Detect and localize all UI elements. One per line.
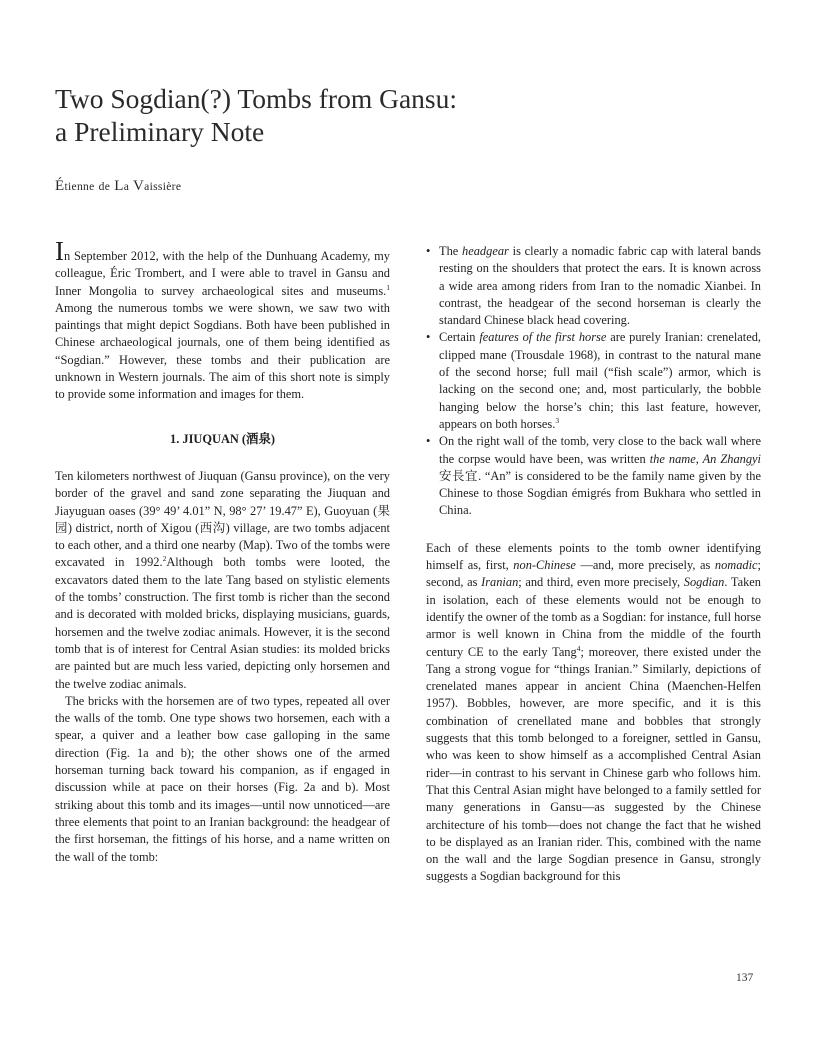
evidence-list [426, 243, 761, 520]
title-line-2: a Preliminary Note [55, 116, 265, 147]
title-line-1: Two Sogdian(?) Tombs from Gansu: [55, 83, 457, 114]
right-column [426, 243, 761, 886]
footnote-ref-2: 2 [162, 554, 167, 564]
drop-cap: I [55, 236, 64, 266]
footnote-ref-3: 3 [555, 415, 560, 425]
footnote-ref-1: 1 [386, 282, 390, 292]
article-title [55, 82, 755, 148]
footnote-ref-4: 4 [576, 643, 581, 653]
intro-paragraph: In September 2012, with the help of the Dunhuang Academy, my colleague, Éric Trombert, and I were able to travel in Gansu and Inner Mongolia to survey archaeological sites and museums.$^1$ Among the numerous tombs we were shown, we saw two with paintings that might depict Sogdians. Both have been published in Chinese archaeological journals, one of them being identified as “Sogdian.” However, these tombs and their publication are unknown in Western journals. The aim of this short note is simply to provide some information and images for them. [55, 236, 390, 402]
author-name: Étienne de La Vaissière [55, 178, 182, 194]
bricks-paragraph: The bricks with the horsemen are of two types, repeated all over the walls of the tomb. One type shows two horsemen, each with a spear, a quiver and a leather bow case galloping in the same direction (Fig. 1a and b); the other shows one of the armed horseman turning back toward his companion, as if engaged in discussion while at pace on their horses (Fig. 2a and b). Most striking about this tomb and its images—until now unnoticed—are three elements that point to an Iranian background: the headgear of the first horseman, the fittings of his horse, and a name written on the wall of the tomb: [55, 693, 390, 864]
list-item-name: • On the right wall of the tomb, very close to the back wall where the corpse would have been, was written the name, An Zhangyi 安長宜. “An” is considered to be the family name given by the Chinese to those Sogdian émigrés from Bukhara who settled in China. [426, 434, 761, 518]
elements-paragraph: Each of these elements points to the tomb owner identifying himself as, first, non-Chinese —and, more precisely, as nomadic; second, as Iranian; and third, even more precisely, Sogdian. Taken in isolation, each of these elements would not be enough to identify the owner of the tomb as a Sogdian: for instance, full horse armor is well known in China from the middle of the fourth century CE to the early Tang$^4$; moreover, there existed under the Tang a strong vogue for “things Iranian.” Similarly, depictions of crenelated manes appear in ancient China (Maenchen-Helfen 1957). Bobbles, however, are more specific, and it is this combination of crenellated mane and bobbles that strongly suggests that this tomb belonged to a foreigner, settled in Gansu, who was keen to show himself as a accomplished Central Asian rider—in contrast to his servant in Chinese garb who follows him. That this Central Asian might have belonged to a family settled for many generations in Gansu—as suggested by the Chinese architecture of his tomb—does not change the fact that he wished to be displayed as an Iranian rider. This, combined with the name on the wall and the large Sogdian presence in Gansu, strongly suggests a Sogdian background for this [426, 540, 761, 884]
list-item-headgear: • The headgear is clearly a nomadic fabric cap with lateral bands resting on the shoulders that protect the ears. It is known across a wide area among riders from Iran to the nomadic Xianbei. In contrast, the headgear of the second horseman is clearly the standard Chinese black head covering. [426, 244, 761, 328]
left-column [55, 236, 390, 866]
list-item-horse: • Certain features of the first horse are purely Iranian: crenelated, clipped mane (Trousdale 1968), in contrast to the natural mane of the second horse; full mail (“fish scale”) armor, which is lacking on the second one; and, most particularly, the bobble hanging below the horse’s chin; this last feature, however, appears on both horses.$^3$ [426, 330, 761, 431]
jiuquan-paragraph: Ten kilometers northwest of Jiuquan (Gansu province), on the very border of the gravel and sand zone separating the Jiuquan and Jiayuguan oases (39° 49’ 4.01” N, 98° 27’ 19.47” E), Guoyuan (果园) district, north of Xigou (西沟) village, are two tombs adjacent to each other, and a third one nearby (Map). Two of the tombs were excavated in 1992.$^2$Although both tombs were looted, the excavators dated them to the late Tang based on stylistic elements of the tombs’ construction. The first tomb is richer than the second and is decorated with molded bricks, displaying musicians, guards, horsemen and the twelve zodiac animals. However, it is the second tomb that is of interest for Central Asian studies: its molded bricks are painted but are much less varied, depicting only horsemen and the twelve zodiac animals. [55, 468, 390, 691]
page-number: 137 [736, 972, 754, 984]
bullet-icon: • [426, 330, 431, 345]
bullet-icon: • [426, 434, 431, 449]
bullet-icon: • [426, 244, 431, 258]
section-heading: 1. JIUQUAN (酒泉) [170, 431, 275, 446]
